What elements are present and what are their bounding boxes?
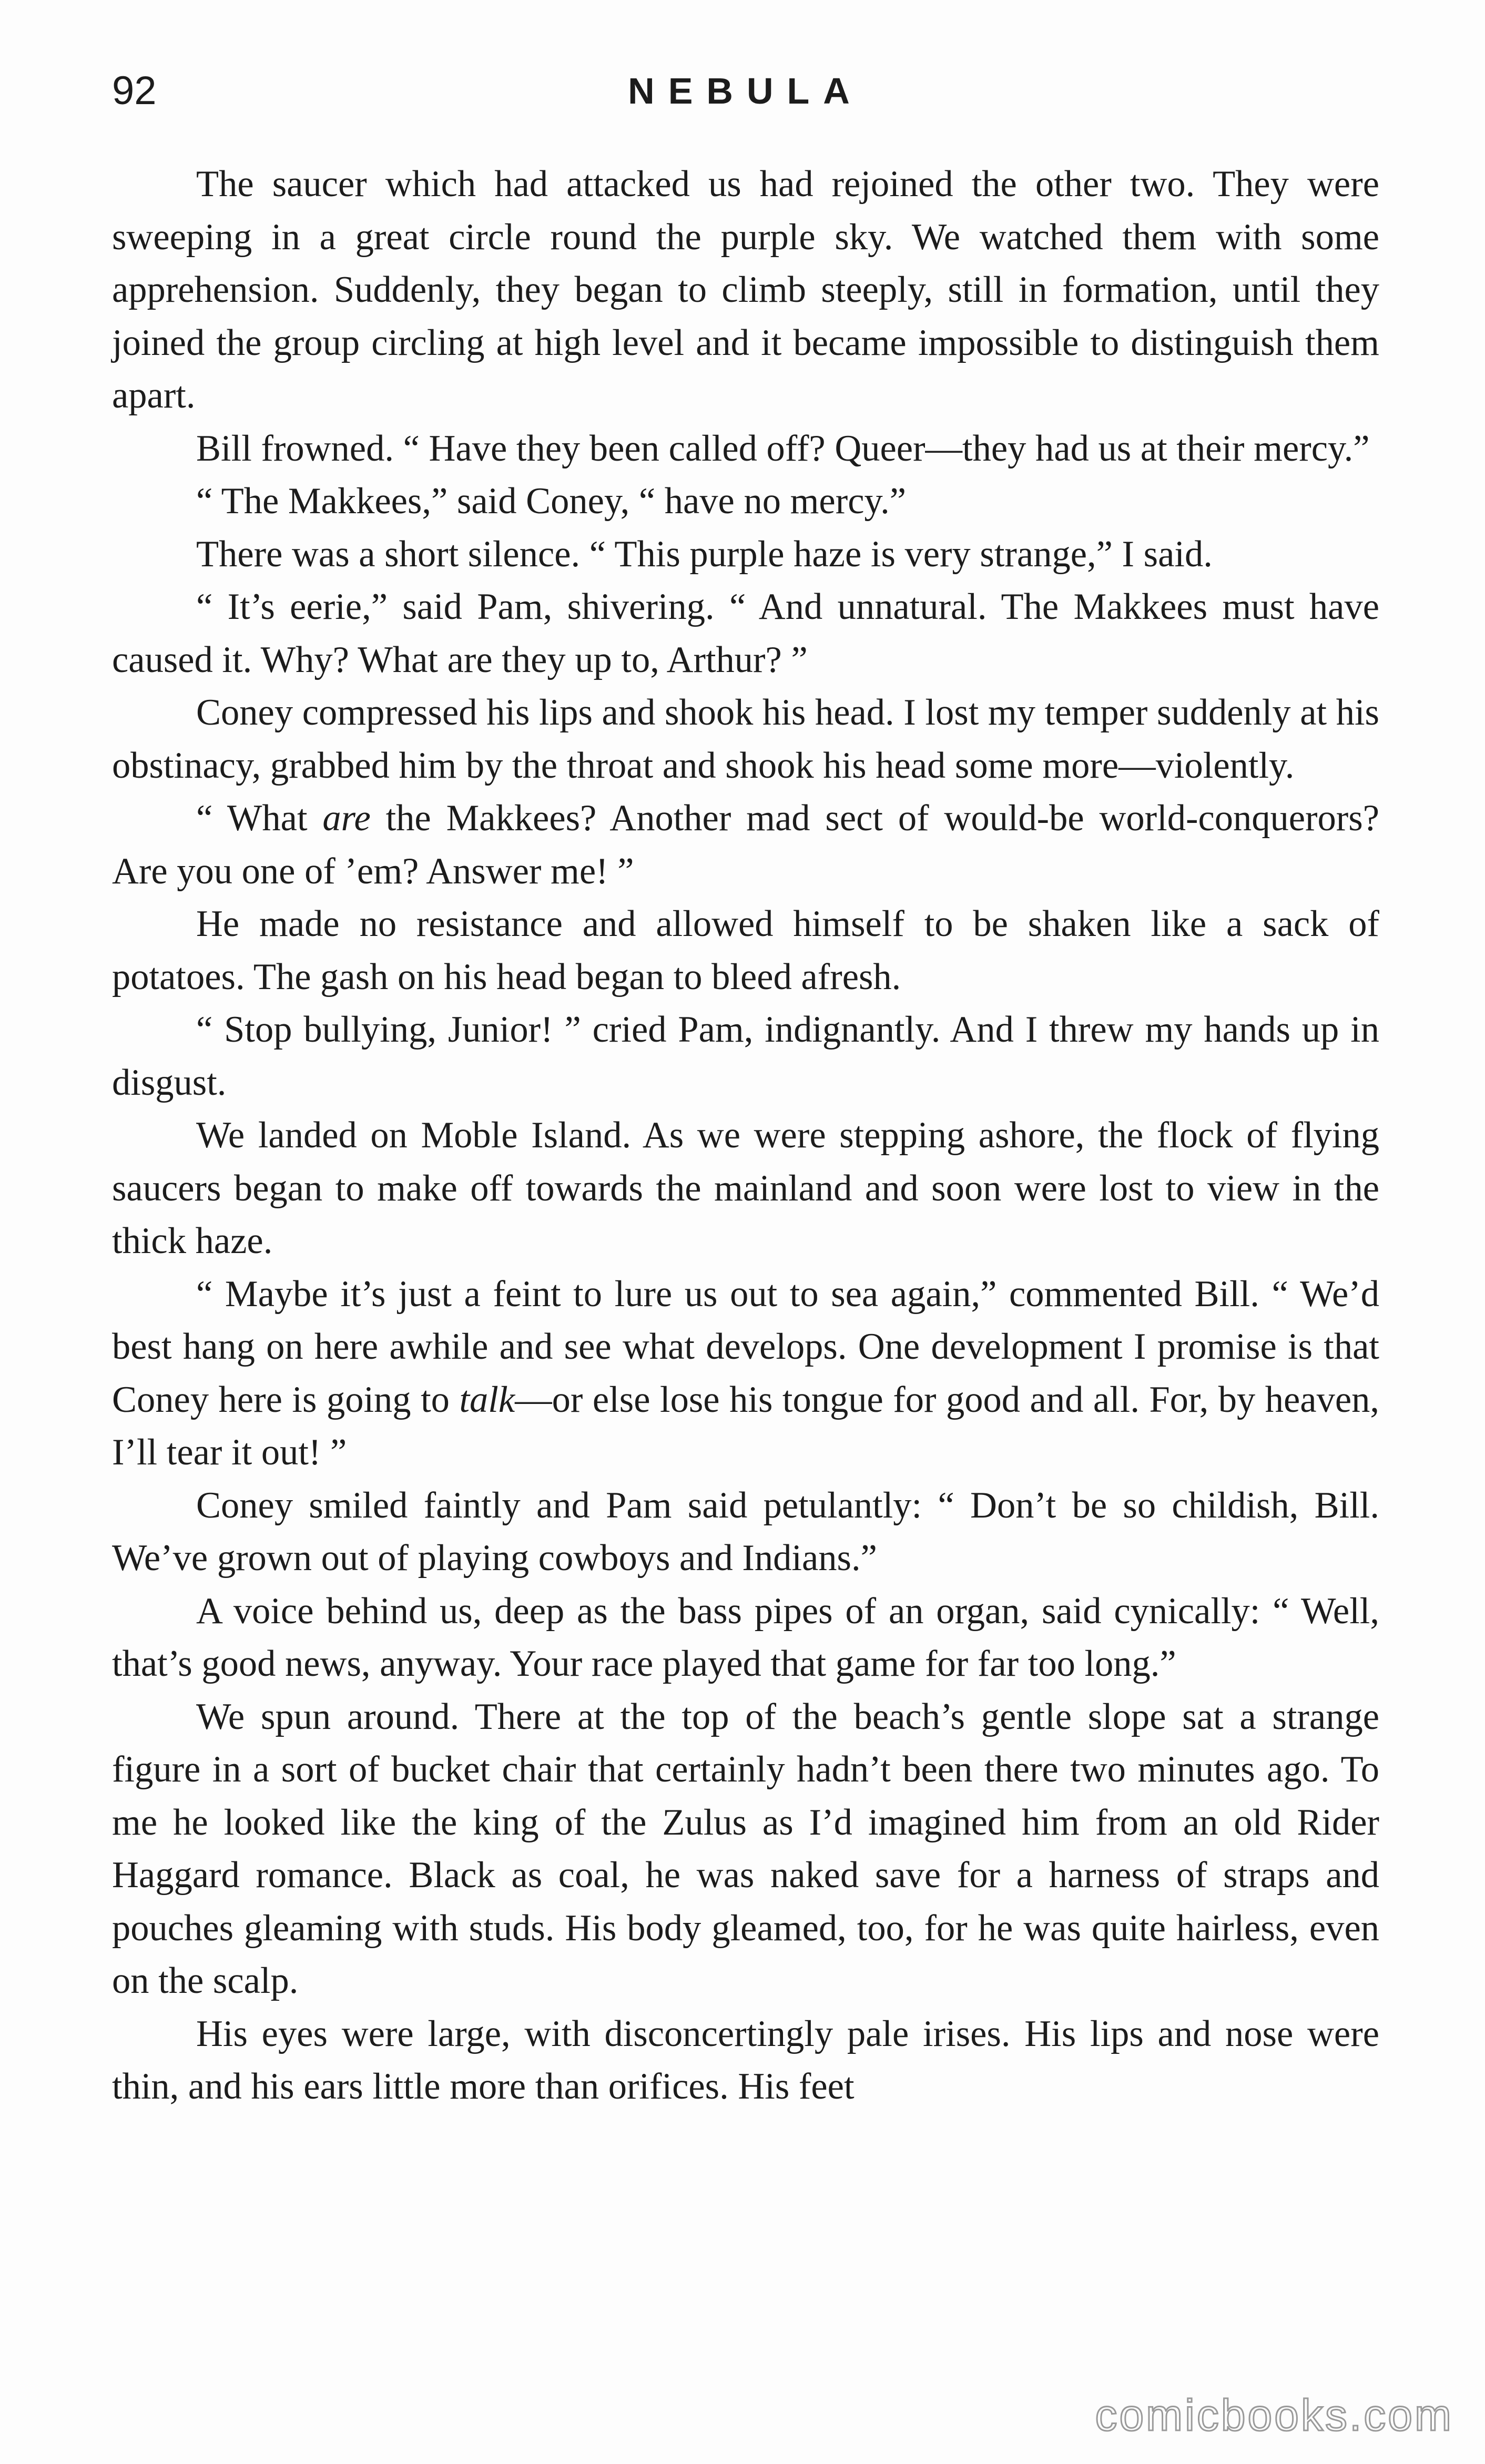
watermark: comicbooks.com [1095, 2390, 1453, 2440]
paragraph: “ The Makkees,” said Coney, “ have no mercy.” [196, 481, 907, 522]
paragraph: He made no resistance and allowed himself to be shaken like a sack of potatoes. The gash on his head began to bleed afresh. [112, 903, 1379, 997]
paragraph [112, 1268, 1379, 1479]
body-text [112, 158, 1379, 2113]
paragraph: “ Stop bullying, Junior! ” cried Pam, indignantly. And I threw my hands up in disgust. [112, 1009, 1379, 1103]
emphasis-text: talk [459, 1379, 515, 1420]
paragraph: The saucer which had attacked us had rejoined the other two. They were sweeping in a great circle round the purple sky. We watched them with some apprehension. Suddenly, they began to climb steeply, still in formation, until they joined the group circling at high level and it became impossible to distinguish them apart. [112, 164, 1379, 416]
paragraph: Bill frowned. “ Have they been called off? Queer—they had us at their mercy.” [196, 427, 1370, 469]
paragraph: His eyes were large, with disconcertingly pale irises. His lips and nose were thin, and his ears little more than orifices. His feet [112, 2013, 1379, 2107]
page-number: 92 [112, 68, 157, 113]
paragraph-text: the Makkees? Another mad sect of would-be world-conquerors? Are you one of ’em? Answer me! ” [112, 798, 1379, 892]
paragraph [112, 792, 1379, 898]
page-header [112, 62, 1379, 120]
paragraph-text: —or else lose his tongue for good and all. For, by heaven, I’ll tear it out! ” [112, 1379, 1380, 1473]
paragraph: Coney smiled faintly and Pam said petulantly: “ Don’t be so childish, Bill. We’ve grown out of playing cowboys and Indians.” [112, 1484, 1379, 1579]
emphasis-text: are [322, 798, 371, 839]
paragraph: A voice behind us, deep as the bass pipes of an organ, said cynically: “ Well, that’s good news, anyway. Your race played that game for far too long.” [112, 1590, 1379, 1684]
paragraph: Coney compressed his lips and shook his head. I lost my temper suddenly at his obstinacy, grabbed him by the throat and shook his head some more—violently. [112, 692, 1379, 786]
paragraph: We landed on Moble Island. As we were stepping ashore, the flock of flying saucers began to make off towards the mainland and soon were lost to view in the thick haze. [112, 1115, 1379, 1261]
paragraph: We spun around. There at the top of the beach’s gentle slope sat a strange figure in a sort of bucket chair that certainly hadn’t been there two minutes ago. To me he looked like the king of the Zulus as I’d imagined him from an old Rider Haggard romance. Black as coal, he was naked save for a harness of straps and pouches gleaming with studs. His body gleamed, too, for he was quite hairless, even on the scalp. [112, 1696, 1379, 2001]
paragraph-text: “ What [196, 798, 323, 839]
paragraph-text: “ Maybe it’s just a feint to lure us out to sea again,” commented Bill. “ We’d best hang on here awhile and see what develops. One development I promise is that Coney here is going to [112, 1273, 1379, 1420]
paragraph: There was a short silence. “ This purple haze is very strange,” I said. [196, 533, 1213, 575]
paragraph: “ It’s eerie,” said Pam, shivering. “ And unnatural. The Makkees must have caused it. Why? What are they up to, Arthur? ” [112, 586, 1379, 680]
running-head: NEBULA [628, 70, 863, 111]
